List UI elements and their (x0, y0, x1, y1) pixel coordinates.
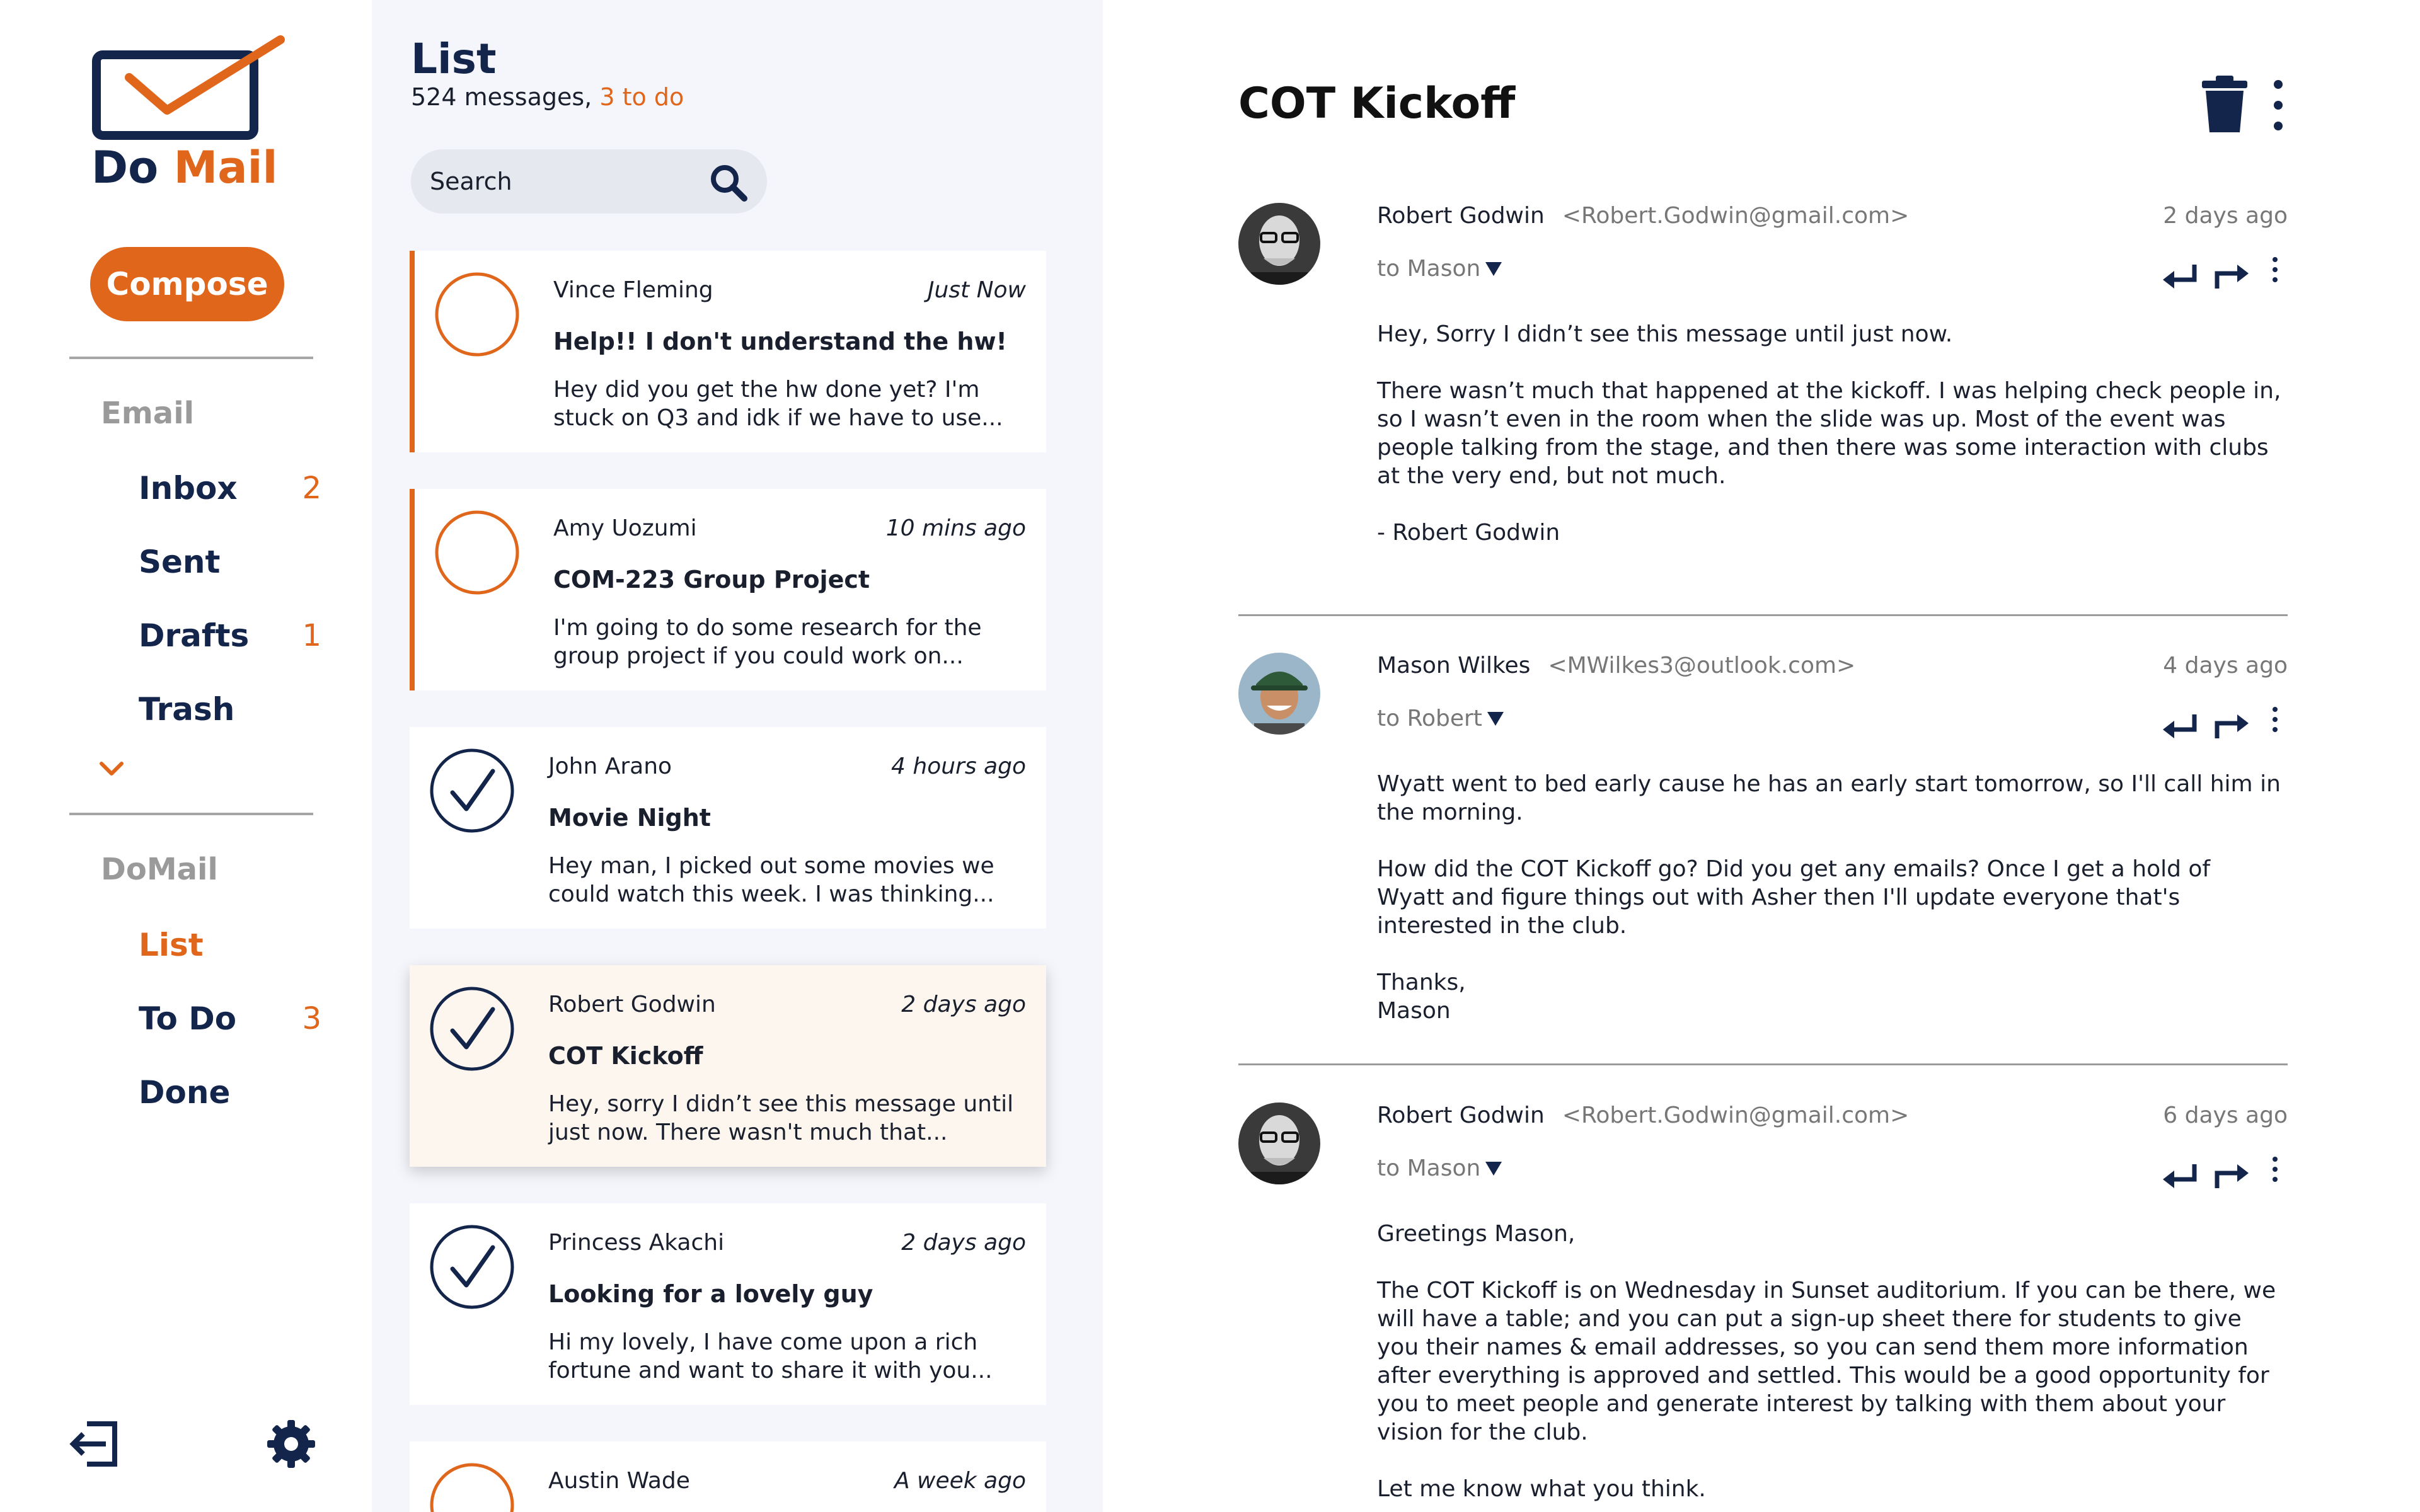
more-vertical-icon[interactable] (2269, 1153, 2281, 1191)
email-time: 6 days ago (2163, 1102, 2288, 1128)
sidebar-item-todo[interactable] (139, 994, 321, 1044)
email-divider (1238, 1063, 2288, 1065)
drafts-count: 1 (302, 618, 321, 653)
logo-text (91, 142, 277, 193)
email-actions (2162, 1153, 2288, 1191)
message-time: 4 hours ago (891, 753, 1026, 779)
reply-icon[interactable] (2162, 1153, 2199, 1191)
reply-icon[interactable] (2162, 253, 2199, 291)
more-vertical-icon[interactable] (2269, 253, 2281, 291)
sidebar (0, 0, 372, 1512)
avatar-photo-icon (1238, 653, 1320, 735)
check-circle-icon[interactable] (429, 747, 516, 834)
avatar[interactable] (1238, 1102, 1320, 1184)
message-card[interactable] (410, 1203, 1046, 1405)
message-subject: Movie Night (548, 804, 711, 832)
email-address: <Robert.Godwin@gmail.com> (1562, 1102, 1910, 1128)
forward-icon[interactable] (2212, 253, 2250, 291)
email-paragraph: The COT Kickoff is on Wednesday in Sunset auditorium. If you can be there, we will have a table; and you can put a sign-up sheet there for students to give you their names & email addresses, so you can send them more information after everything is approved and settled. This would be a good opportunity for you to meet people and generate interest by talking with them about your vision for the club. (1377, 1278, 2276, 1445)
email-body (1377, 320, 2285, 575)
message-card[interactable] (410, 727, 1046, 929)
message-preview: I'm going to do some research for the group project if you could work on... (553, 615, 982, 669)
sidebar-item-done[interactable] (139, 1067, 321, 1118)
sidebar-divider (69, 813, 313, 815)
sidebar-item-label: Sent (139, 544, 221, 580)
avatar-photo-icon (1238, 1102, 1320, 1184)
email-paragraph: There wasn’t much that happened at the kickoff. I was helping check people in, so I wasn’t even in the room when the slide was up. Most of the event was people talking from the stage, and then there was some interaction with clubs at the very end, but not much. (1377, 378, 2281, 489)
sidebar-item-trash[interactable] (139, 684, 321, 735)
message-sender: Amy Uozumi (553, 515, 697, 541)
message-list-pane (372, 0, 1103, 1512)
email-time: 2 days ago (2163, 203, 2288, 229)
section-label-email: Email (101, 396, 195, 431)
logo-do: Do (91, 142, 159, 193)
caret-down-icon (1485, 262, 1502, 276)
email-address: <Robert.Godwin@gmail.com> (1562, 203, 1910, 229)
email-body (1377, 770, 2285, 1053)
recipient-toggle[interactable] (1377, 706, 1504, 731)
search-icon[interactable] (709, 163, 748, 202)
caret-down-icon (1487, 712, 1504, 726)
gear-icon[interactable] (265, 1418, 318, 1470)
sidebar-item-label: List (139, 927, 204, 963)
message-time: Just Now (927, 277, 1026, 303)
email-paragraph: Greetings Mason, (1377, 1221, 1576, 1247)
message-subject: Help!! I don't understand the hw! (553, 328, 1007, 355)
sidebar-item-label: Inbox (139, 470, 238, 507)
message-sender: Vince Fleming (553, 277, 713, 303)
todo-summary[interactable]: 3 to do (599, 83, 684, 111)
sidebar-item-list[interactable] (139, 920, 321, 970)
email-sender: Mason Wilkes (1377, 653, 1531, 679)
email-recipient: to Mason (1377, 1155, 1481, 1181)
compose-button[interactable]: Compose (90, 247, 284, 321)
message-preview: Hey man, I picked out some movies we could watch this week. I was thinking... (548, 853, 994, 907)
message-preview: Hey, sorry I didn’t see this message until just now. There wasn't much that... (548, 1091, 1014, 1145)
sidebar-divider (69, 357, 313, 359)
recipient-toggle[interactable] (1377, 256, 1502, 282)
sidebar-item-drafts[interactable] (139, 610, 321, 661)
todo-circle-icon[interactable] (429, 1462, 516, 1512)
search-input[interactable] (430, 168, 694, 195)
section-label-domail: DoMail (101, 852, 218, 887)
message-sender: Princess Akachi (548, 1230, 725, 1256)
check-circle-icon[interactable] (429, 1223, 516, 1310)
sidebar-item-inbox[interactable] (139, 463, 321, 513)
logo-mail: Mail (173, 142, 278, 193)
forward-icon[interactable] (2212, 703, 2250, 741)
caret-down-icon (1485, 1162, 1502, 1176)
email-recipient: to Mason (1377, 256, 1481, 282)
avatar[interactable] (1238, 203, 1320, 285)
message-preview: Hey did you get the hw done yet? I'm stuck on Q3 and idk if we have to use... (553, 377, 1003, 431)
todo-circle-icon[interactable] (434, 271, 521, 358)
message-subject: Looking for a lovely guy (548, 1280, 873, 1308)
message-time: A week ago (894, 1468, 1026, 1494)
message-count: 524 messages, (411, 83, 592, 111)
email-recipient: to Robert (1377, 706, 1482, 731)
message-preview: Hi my lovely, I have come upon a rich fortune and want to share it with you... (548, 1329, 993, 1383)
message-time: 2 days ago (901, 1230, 1026, 1256)
email-divider (1238, 614, 2288, 616)
email-sender-line (1377, 1102, 1909, 1128)
sidebar-item-label: Done (139, 1074, 231, 1111)
message-subject: COT Kickoff (548, 1042, 703, 1070)
message-time: 2 days ago (901, 992, 1026, 1017)
email-sender-line (1377, 653, 1855, 679)
thread-title: COT Kickoff (1238, 79, 1516, 129)
app-logo[interactable] (91, 35, 293, 192)
todo-count: 3 (302, 1001, 321, 1036)
more-vertical-icon[interactable] (2269, 77, 2288, 134)
email-paragraph: - Robert Godwin (1377, 520, 1560, 546)
email-paragraph: Thanks, Mason (1377, 970, 1466, 1024)
message-sender: Austin Wade (548, 1468, 690, 1494)
chevron-down-icon[interactable] (98, 755, 126, 783)
avatar[interactable] (1238, 653, 1320, 735)
message-card[interactable] (410, 251, 1046, 452)
email-paragraph: How did the COT Kickoff go? Did you get any emails? Once I get a hold of Wyatt and figure things out with Asher then I'll update everyone that's interested in the club. (1377, 856, 2211, 939)
sidebar-item-label: To Do (139, 1000, 237, 1037)
avatar-photo-icon (1238, 203, 1320, 285)
email-sender: Robert Godwin (1377, 203, 1545, 229)
message-reader (1103, 0, 2420, 1512)
reply-icon[interactable] (2162, 703, 2199, 741)
message-card[interactable] (410, 1441, 1046, 1512)
recipient-toggle[interactable] (1377, 1155, 1502, 1181)
email-actions (2162, 703, 2288, 741)
email-time: 4 days ago (2163, 653, 2288, 679)
unread-count: 2 (302, 471, 321, 506)
email-sender: Robert Godwin (1377, 1102, 1545, 1128)
sidebar-item-label: Drafts (139, 617, 250, 654)
envelope-logo-icon (91, 35, 293, 142)
logout-icon[interactable] (68, 1418, 121, 1470)
message-summary (411, 83, 684, 111)
email-body (1377, 1220, 2285, 1512)
email-address: <MWilkes3@outlook.com> (1548, 653, 1856, 679)
sidebar-item-sent[interactable] (139, 537, 321, 587)
message-sender: John Arano (548, 753, 672, 779)
message-time: 10 mins ago (885, 515, 1026, 541)
message-card[interactable] (410, 489, 1046, 690)
todo-circle-icon[interactable] (434, 509, 521, 596)
email-paragraph: Wyatt went to bed early cause he has an early start tomorrow, so I'll call him in the morning. (1377, 771, 2281, 825)
page-title: List (411, 35, 497, 83)
email-paragraph: Hey, Sorry I didn’t see this message until just now. (1377, 321, 1953, 347)
message-sender: Robert Godwin (548, 992, 716, 1017)
message-card-selected[interactable] (410, 965, 1046, 1167)
more-vertical-icon[interactable] (2269, 703, 2281, 741)
email-sender-line (1377, 203, 1909, 229)
sidebar-item-label: Trash (139, 691, 235, 728)
email-paragraph: Let me know what you think. (1377, 1476, 1706, 1502)
check-circle-icon[interactable] (429, 985, 516, 1072)
search-box[interactable] (411, 149, 767, 214)
message-subject: COM-223 Group Project (553, 566, 870, 593)
forward-icon[interactable] (2212, 1153, 2250, 1191)
trash-icon[interactable] (2199, 74, 2250, 135)
email-actions (2162, 253, 2288, 291)
